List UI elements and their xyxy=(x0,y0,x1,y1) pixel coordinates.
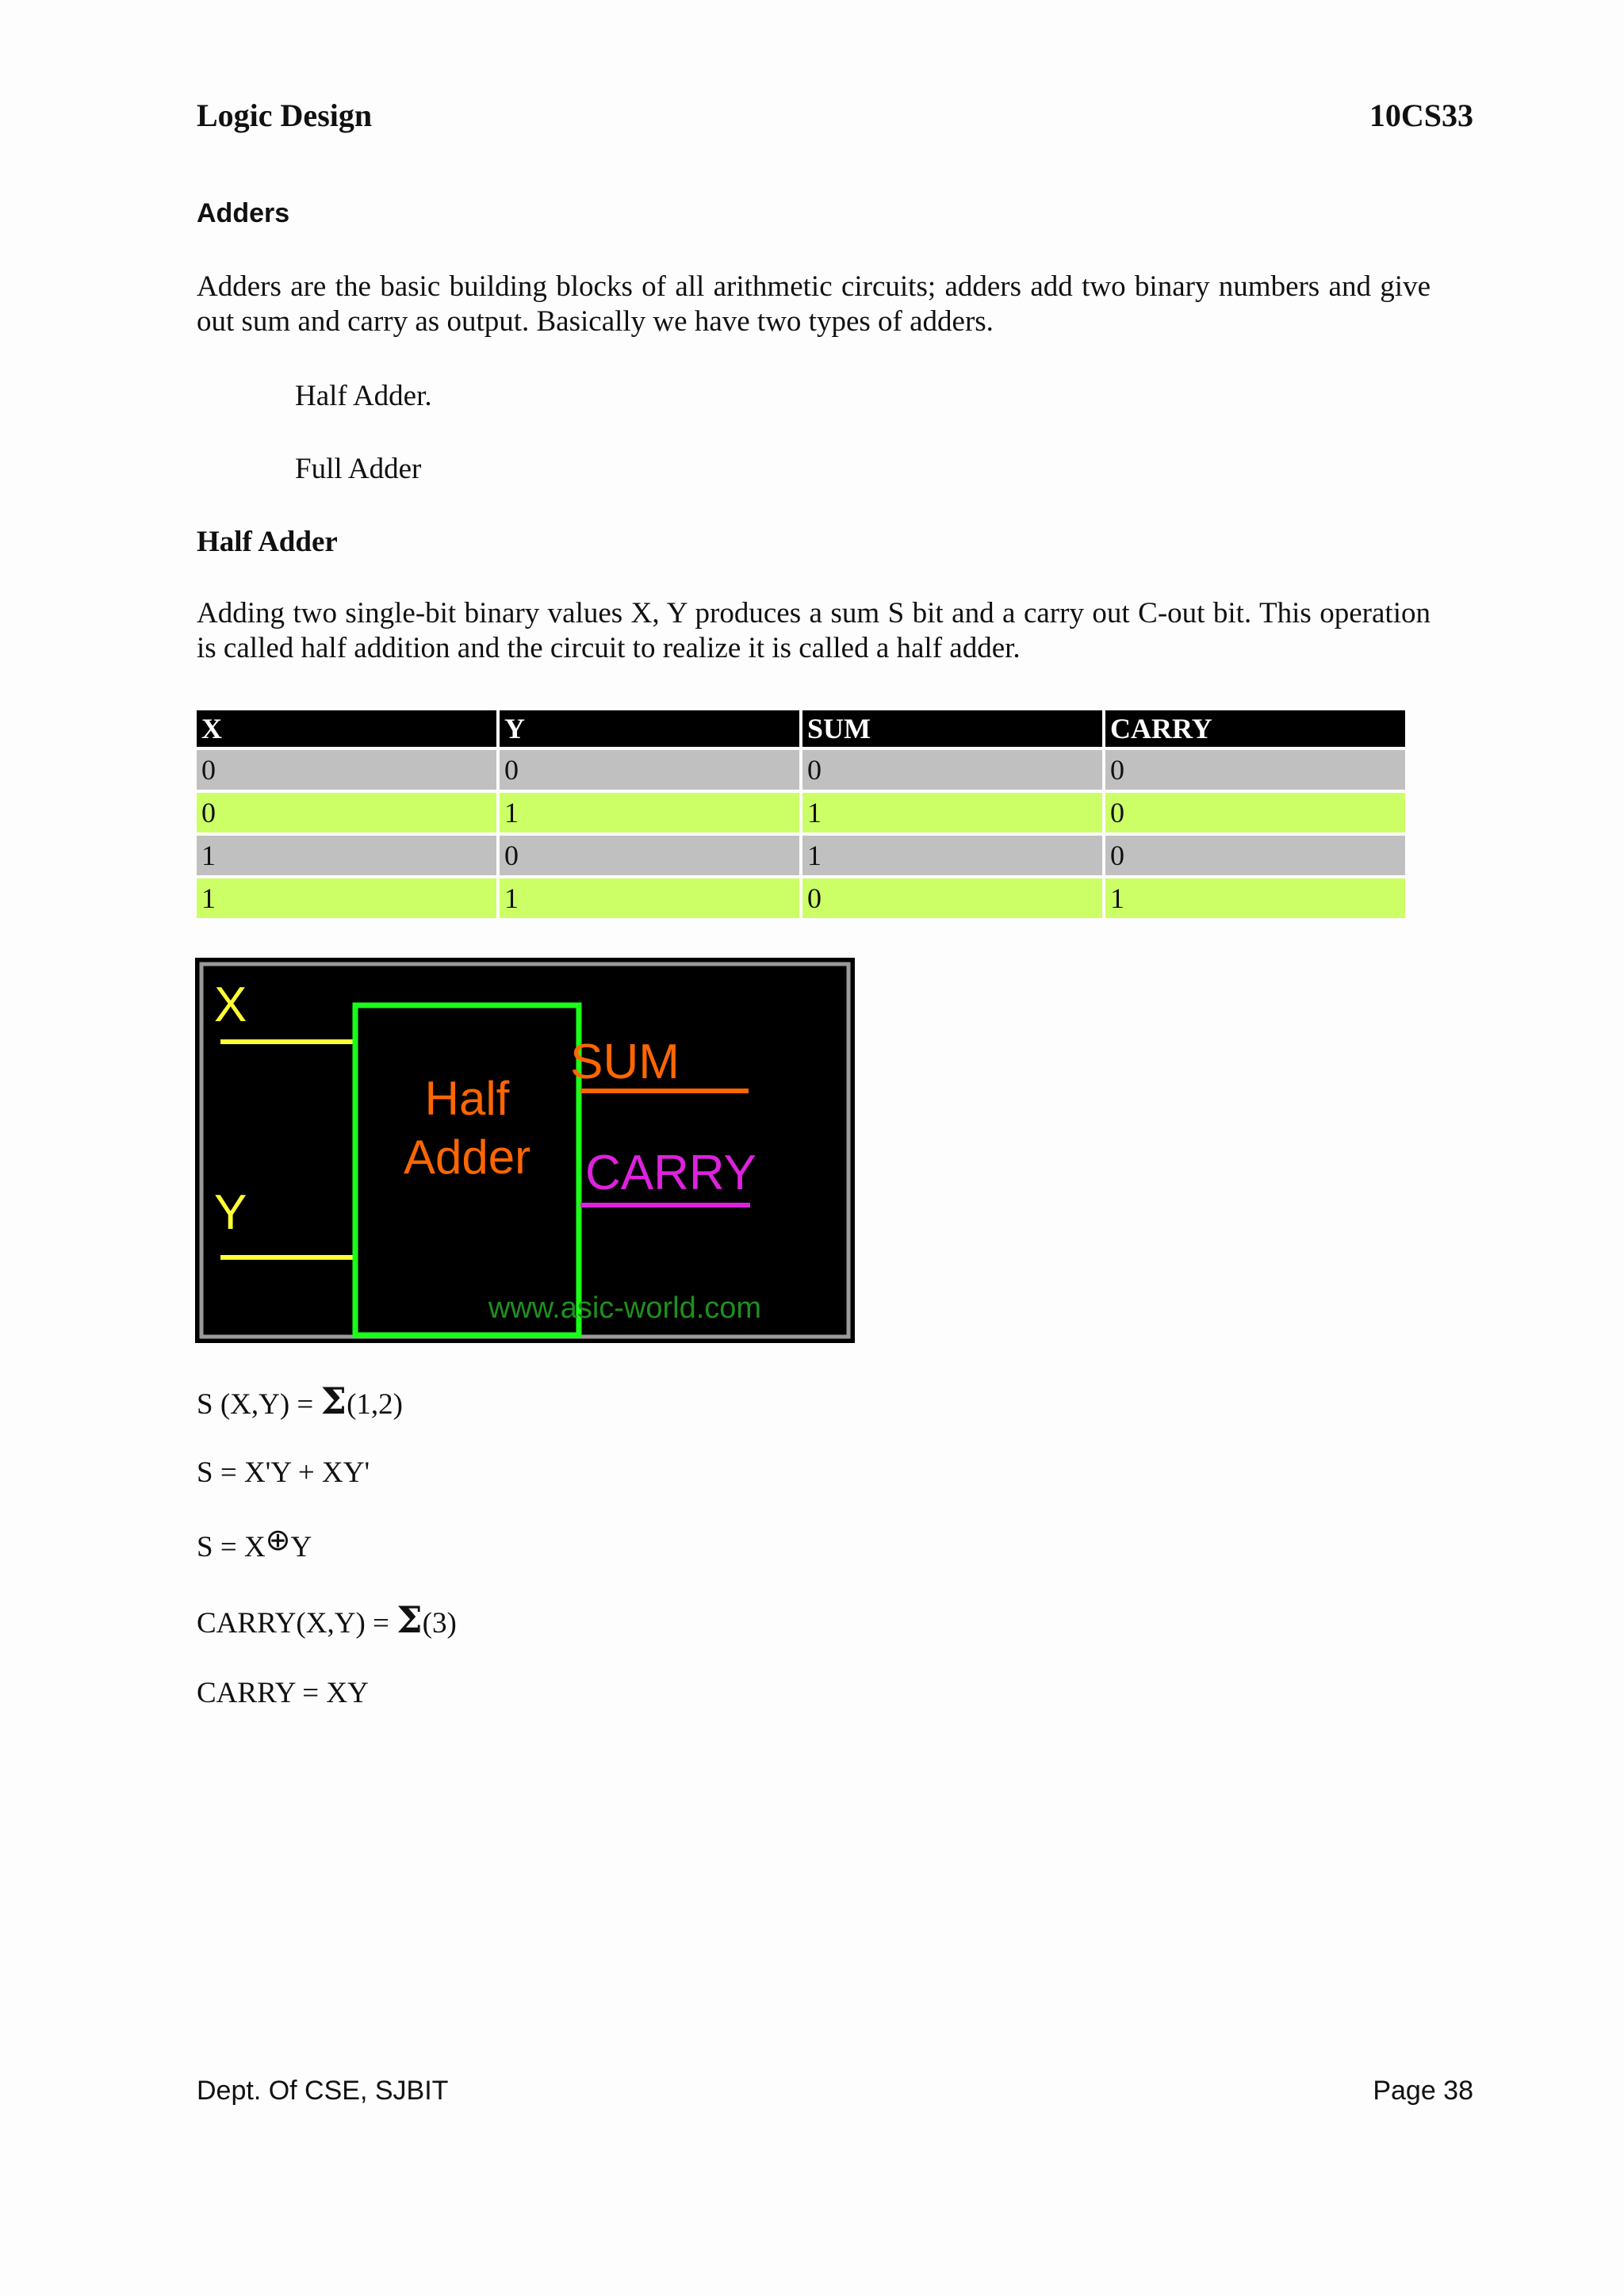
formula-sum-sop: S = X'Y + XY' xyxy=(197,1456,370,1489)
header-title: Logic Design xyxy=(197,98,373,133)
table-row xyxy=(197,793,1405,832)
cell-carry: 0 xyxy=(1105,836,1405,875)
cell-sum: 1 xyxy=(802,793,1102,832)
formula-sum-minterms-terms: (1,2) xyxy=(347,1388,403,1421)
intro-paragraph: Adders are the basic building blocks of all arithmetic circuits; adders add two binary numbers and give out sum and carry as output. Basically we have two types of adders. xyxy=(197,270,1431,338)
footer-department: Dept. Of CSE, SJBIT xyxy=(197,2076,449,2106)
diagram-watermark: www.asic-world.com xyxy=(488,1292,762,1325)
output-sum-label: SUM xyxy=(570,1035,680,1089)
cell-x: 1 xyxy=(197,878,496,918)
truth-table-header-row xyxy=(197,710,1405,747)
cell-x: 0 xyxy=(197,750,496,790)
block-label-line1: Half xyxy=(424,1072,510,1125)
adder-type-full: Full Adder xyxy=(295,453,422,485)
sigma-symbol: Σ xyxy=(320,1380,347,1422)
formula-carry-minterms-terms: (3) xyxy=(422,1607,457,1640)
header-carry: CARRY xyxy=(1105,710,1405,747)
adder-type-half: Half Adder. xyxy=(295,380,432,412)
half-adder-diagram xyxy=(195,958,855,1343)
half-adder-heading: Half Adder xyxy=(197,526,338,558)
cell-y: 0 xyxy=(500,836,799,875)
cell-sum: 0 xyxy=(802,750,1102,790)
block-label-line2: Adder xyxy=(403,1131,531,1184)
header-x: X xyxy=(197,710,496,747)
formula-carry-minterms xyxy=(197,1598,457,1641)
cell-x: 0 xyxy=(197,793,496,832)
table-row xyxy=(197,750,1405,790)
header-sum: SUM xyxy=(802,710,1102,747)
output-carry-label: CARRY xyxy=(585,1146,756,1200)
cell-y: 1 xyxy=(500,878,799,918)
truth-table xyxy=(193,707,1408,921)
cell-sum: 1 xyxy=(802,836,1102,875)
formula-sum-minterms xyxy=(197,1380,403,1422)
xor-symbol: ⊕ xyxy=(265,1522,291,1557)
formula-carry-minterms-lhs: CARRY(X,Y) = xyxy=(197,1607,397,1640)
input-x-label: X xyxy=(214,978,247,1032)
sigma-symbol: Σ xyxy=(396,1598,423,1641)
cell-carry: 0 xyxy=(1105,750,1405,790)
header-course-code: 10CS33 xyxy=(1369,98,1473,133)
formula-sum-xor-rhs: Y xyxy=(290,1531,312,1563)
header-y: Y xyxy=(500,710,799,747)
cell-carry: 0 xyxy=(1105,793,1405,832)
formula-carry-product: CARRY = XY xyxy=(197,1677,369,1709)
cell-y: 0 xyxy=(500,750,799,790)
input-y-label: Y xyxy=(214,1185,247,1240)
formula-sum-xor-lhs: S = X xyxy=(197,1531,266,1563)
footer-page-number: Page 38 xyxy=(1373,2076,1473,2106)
table-row xyxy=(197,836,1405,875)
cell-carry: 1 xyxy=(1105,878,1405,918)
table-row xyxy=(197,878,1405,918)
cell-x: 1 xyxy=(197,836,496,875)
cell-y: 1 xyxy=(500,793,799,832)
formula-sum-xor xyxy=(197,1522,312,1564)
cell-sum: 0 xyxy=(802,878,1102,918)
half-adder-paragraph: Adding two single-bit binary values X, Y produces a sum S bit and a carry out C-out bit. This operation is called half addition and the circuit to realize it is called a half adder. xyxy=(197,597,1431,664)
section-title: Adders xyxy=(197,198,290,228)
formula-sum-minterms-lhs: S (X,Y) = xyxy=(197,1388,321,1421)
